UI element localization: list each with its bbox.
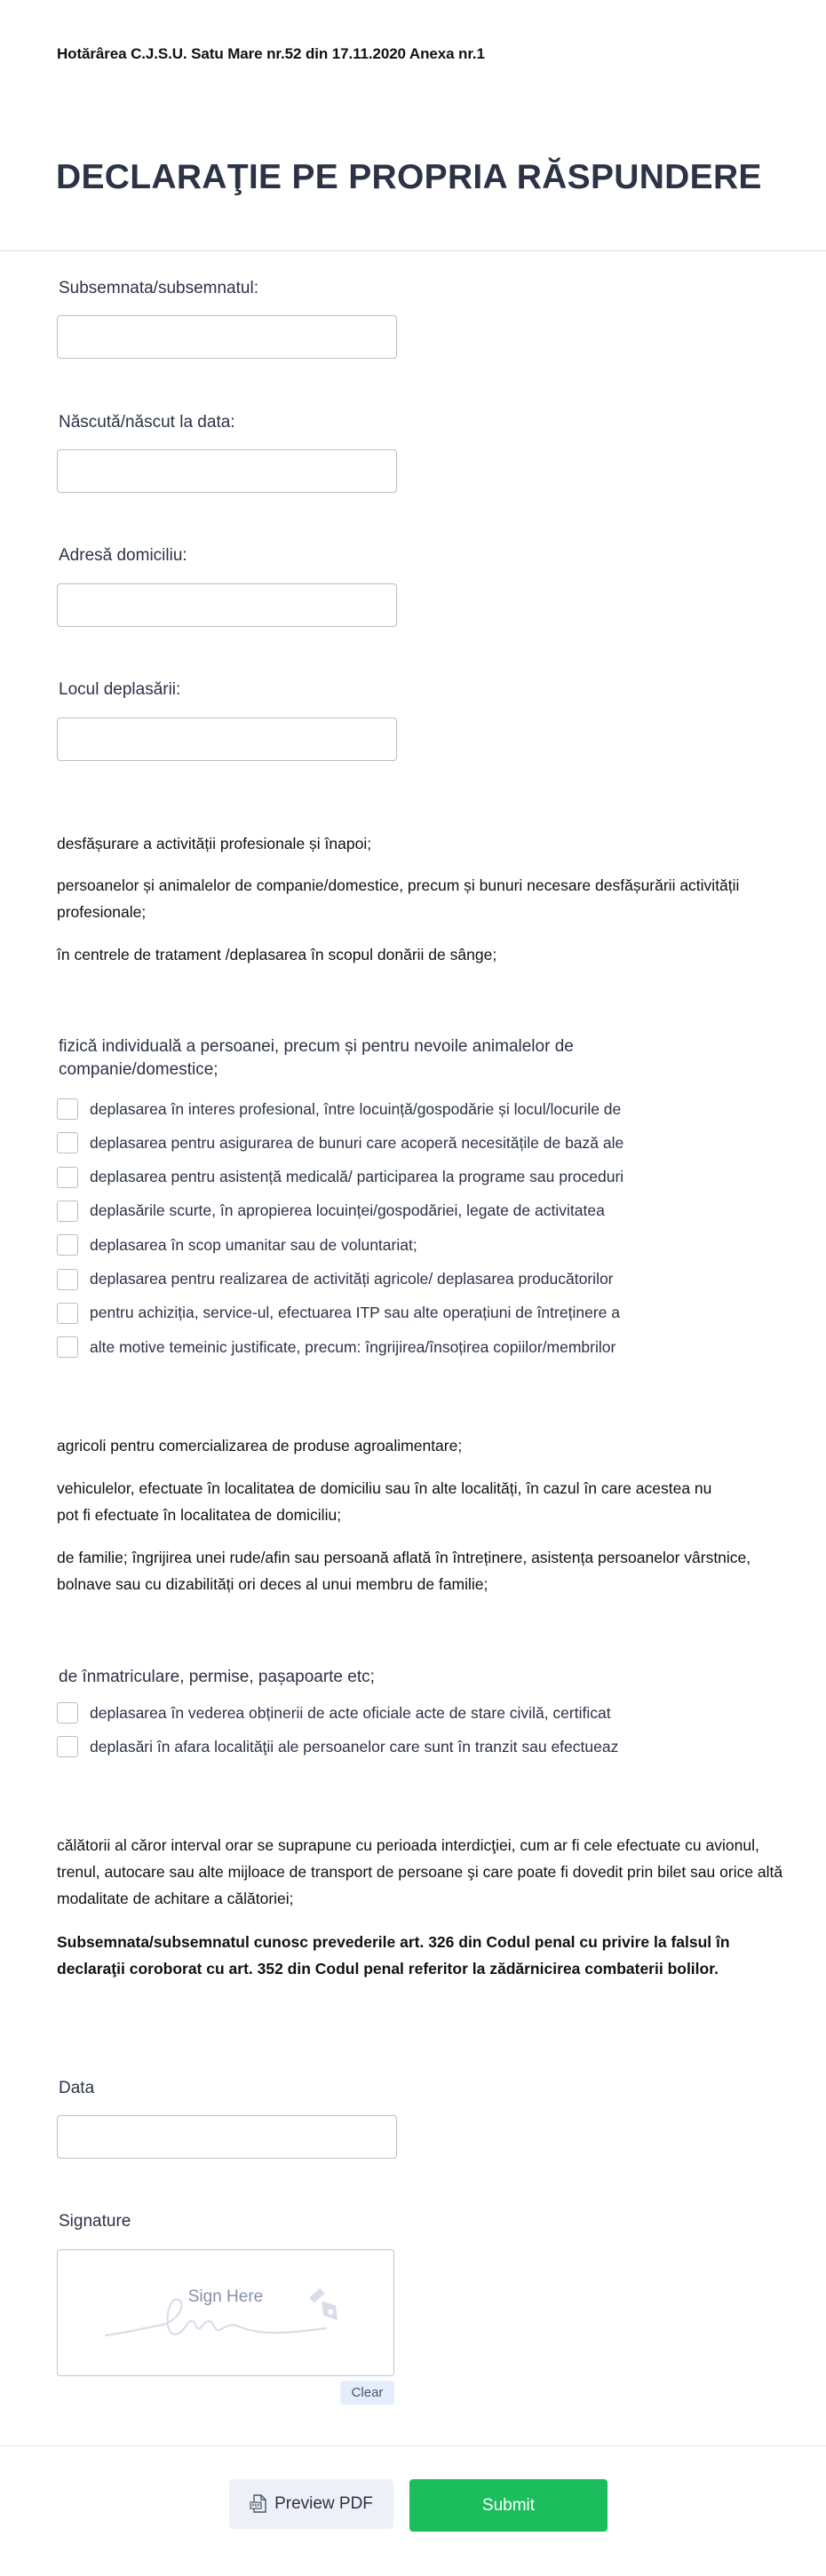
checkbox-group-label: de înmatriculare, permise, pașapoarte etc;: [59, 1668, 375, 1686]
checkbox-option[interactable]: [57, 1201, 605, 1222]
checkbox-option[interactable]: [57, 1736, 618, 1757]
field-label-birthdate: Născută/născut la data:: [59, 413, 235, 432]
preview-pdf-label: Preview PDF: [274, 2494, 373, 2513]
checkbox-label: deplasările scurte, în apropierea locuinței/gospodăriei, legate de activitatea: [90, 1201, 605, 1220]
checkbox-label: alte motive temeinic justificate, precum: îngrijirea/însoțirea copiilor/membrilor: [90, 1337, 616, 1356]
preview-pdf-button[interactable]: [229, 2479, 393, 2529]
checkbox-label: deplasarea pentru asistență medicală/ participarea la programe sau proceduri: [90, 1168, 624, 1186]
checkbox-label: pentru achiziția, service-ul, efectuarea ITP sau alte operațiuni de întreținere a: [90, 1304, 620, 1322]
checkbox[interactable]: [57, 1167, 78, 1188]
checkbox[interactable]: [57, 1303, 78, 1324]
checkbox[interactable]: [57, 1736, 78, 1757]
checkbox[interactable]: [57, 1702, 78, 1724]
checkbox-label: deplasarea în vederea obținerii de acte oficiale acte de stare civilă, certificat: [90, 1703, 611, 1722]
checkbox-label: deplasarea în interes profesional, între locuință/gospodărie și locul/locurile de: [90, 1099, 622, 1118]
checkbox-option[interactable]: [57, 1702, 611, 1724]
checkbox-label: deplasări în afara localităţii ale persoanelor care sunt în tranzit sau efectueaz: [90, 1737, 619, 1756]
destination-input[interactable]: [57, 717, 397, 761]
penal-code-statement: Subsemnata/subsemnatul cunosc prevederile art. 326 din Codul penal cu privire la falsul în declaraţii coroborat cu art. 352 din Codul penal referitor la zădărnicirea combaterii bolilor.: [57, 1933, 730, 1978]
checkbox-option[interactable]: [57, 1336, 616, 1358]
checkbox-label: deplasarea pentru asigurarea de bunuri care acoperă necesitățile de bază ale: [90, 1133, 624, 1152]
checkbox-option[interactable]: [57, 1303, 620, 1324]
footer-divider: [0, 2445, 826, 2446]
paragraph: călătorii al căror interval orar se suprapune cu perioada interdicţiei, cum ar fi cele efectuate cu avionul, trenul, autocare sau alte mijloace de transport de persoane şi care poate fi dovedit prin bilet sau orice altă modalitate de achitare a călătoriei;: [57, 1836, 783, 1907]
field-label-address: Adresă domiciliu:: [59, 546, 187, 565]
checkbox[interactable]: [57, 1234, 78, 1256]
signature-placeholder: Sign Here: [187, 2287, 264, 2306]
paragraph: desfășurare a activității profesionale și înapoi;: [57, 835, 372, 852]
page-title: DECLARAŢIE PE PROPRIA RĂSPUNDERE: [56, 158, 762, 196]
pdf-file-icon: [250, 2494, 267, 2514]
paragraph: agricoli pentru comercializarea de produse agroalimentare;: [57, 1437, 463, 1454]
checkbox[interactable]: [57, 1098, 78, 1120]
checkbox-option[interactable]: [57, 1167, 623, 1188]
checkbox-group-label: fizică individuală a persoanei, precum și pentru nevoile animalelor de companie/domestice;: [59, 1037, 574, 1079]
field-label-destination: Locul deplasării:: [59, 680, 181, 699]
paragraph: persoanelor și animalelor de companie/domestice, precum și bunuri necesare desfășurării activității profesionale;: [57, 876, 740, 921]
name-input[interactable]: [57, 315, 397, 359]
checkbox-option[interactable]: [57, 1269, 614, 1290]
field-label-name: Subsemnata/subsemnatul:: [59, 279, 258, 297]
checkbox-label: deplasarea pentru realizarea de activități agricole/ deplasarea producătorilor: [90, 1270, 614, 1288]
checkbox-option[interactable]: [57, 1098, 621, 1120]
checkbox-option[interactable]: [57, 1132, 623, 1153]
field-label-date: Data: [59, 2079, 95, 2097]
field-label-signature: Signature: [59, 2212, 131, 2231]
checkbox[interactable]: [57, 1269, 78, 1290]
checkbox[interactable]: [57, 1201, 78, 1222]
paragraph: de familie; îngrijirea unei rude/afin sau persoană aflată în întreținere, asistența persoanelor vârstnice, bolnave sau cu dizabilități ori deces al unui membru de familie;: [57, 1549, 751, 1593]
clear-signature-button[interactable]: Clear: [340, 2381, 394, 2405]
header-divider: [0, 250, 826, 251]
checkbox-option[interactable]: [57, 1234, 417, 1256]
birthdate-input[interactable]: [57, 449, 397, 493]
address-input[interactable]: [57, 583, 397, 627]
signature-pad[interactable]: [57, 2249, 394, 2376]
annex-reference: Hotărârea C.J.S.U. Satu Mare nr.52 din 17.11.2020 Anexa nr.1: [57, 45, 485, 62]
checkbox-label: deplasarea în scop umanitar sau de voluntariat;: [90, 1235, 417, 1254]
submit-button[interactable]: Submit: [409, 2479, 608, 2532]
checkbox[interactable]: [57, 1336, 78, 1358]
paragraph: în centrele de tratament /deplasarea în scopul donării de sânge;: [57, 946, 497, 963]
checkbox[interactable]: [57, 1132, 78, 1153]
paragraph: vehiculelor, efectuate în localitatea de domiciliu sau în alte localități, în cazul în care acestea nu pot fi efectuate în localitatea de domiciliu;: [57, 1479, 712, 1524]
date-input[interactable]: [57, 2115, 397, 2159]
pen-signature-icon: [97, 2286, 363, 2348]
